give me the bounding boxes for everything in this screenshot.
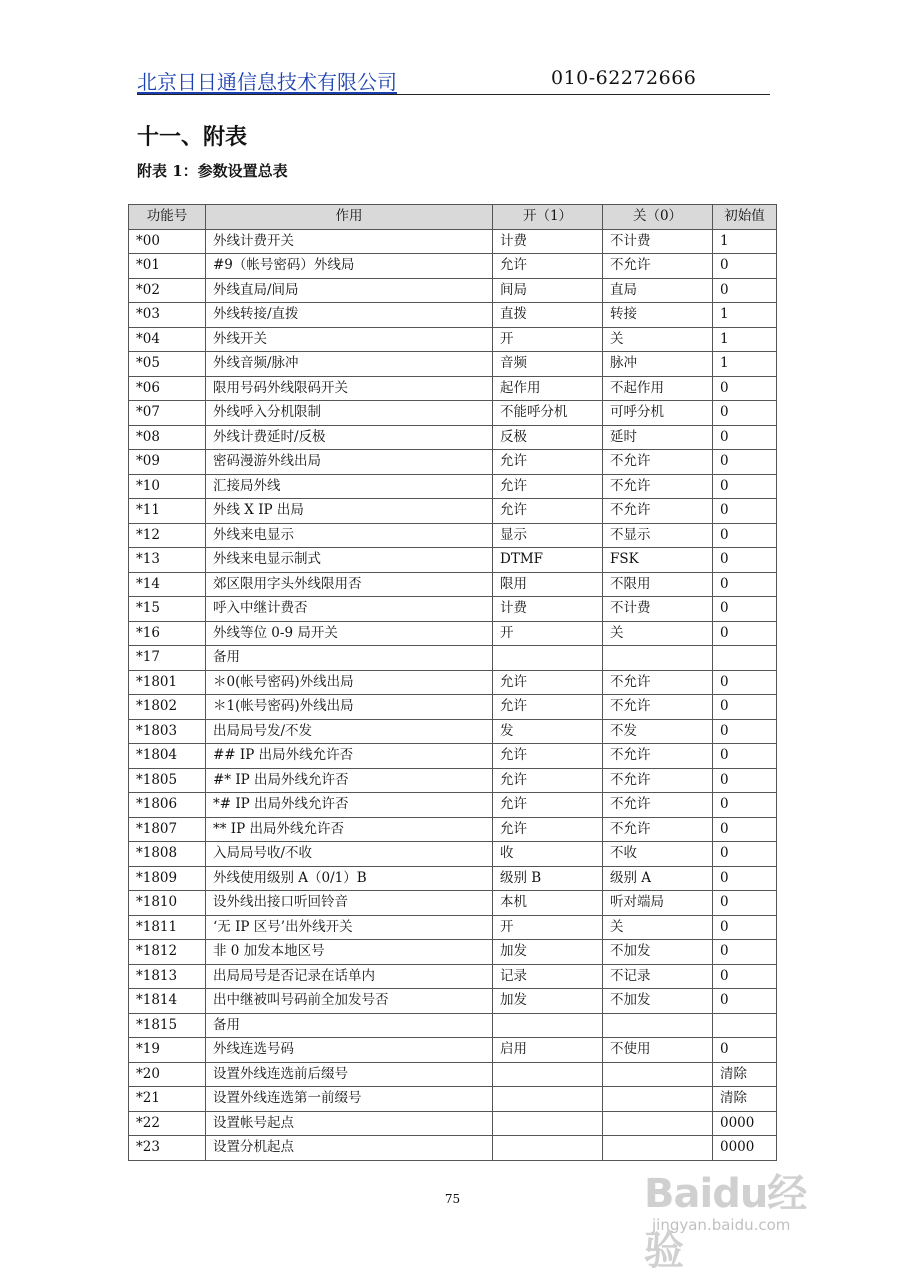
cell-function: 出局局号发/不发 <box>206 719 493 744</box>
cell-on: 反极 <box>493 425 603 450</box>
table-row <box>129 842 777 867</box>
cell-off: 不加发 <box>603 940 713 965</box>
cell-off <box>603 1062 713 1087</box>
cell-on: 加发 <box>493 940 603 965</box>
cell-initial: 0 <box>713 695 777 720</box>
cell-initial: 1 <box>713 327 777 352</box>
cell-function: 汇接局外线 <box>206 474 493 499</box>
column-header-off: 关（0） <box>603 205 713 230</box>
cell-code: *1804 <box>129 744 206 769</box>
column-header-on: 开（1） <box>493 205 603 230</box>
table-row <box>129 915 777 940</box>
table-row <box>129 940 777 965</box>
cell-initial: 0000 <box>713 1111 777 1136</box>
cell-initial: 0 <box>713 548 777 573</box>
cell-off <box>603 1136 713 1161</box>
cell-code: *07 <box>129 401 206 426</box>
cell-on: 收 <box>493 842 603 867</box>
cell-code: *04 <box>129 327 206 352</box>
cell-code: *17 <box>129 646 206 671</box>
cell-function: 外线转接/直拨 <box>206 303 493 328</box>
cell-off: 不限用 <box>603 572 713 597</box>
cell-initial <box>713 1013 777 1038</box>
cell-code: *1808 <box>129 842 206 867</box>
cell-on: 本机 <box>493 891 603 916</box>
table-row <box>129 1111 777 1136</box>
cell-code: *06 <box>129 376 206 401</box>
cell-function: 外线呼入分机限制 <box>206 401 493 426</box>
table-row <box>129 572 777 597</box>
cell-off: 不允许 <box>603 670 713 695</box>
cell-on: 允许 <box>493 499 603 524</box>
cell-code: *1807 <box>129 817 206 842</box>
cell-on <box>493 1111 603 1136</box>
cell-off: 不允许 <box>603 499 713 524</box>
cell-on: DTMF <box>493 548 603 573</box>
table-row <box>129 1013 777 1038</box>
cell-on: 开 <box>493 915 603 940</box>
cell-on: 直拨 <box>493 303 603 328</box>
table-body <box>129 229 777 1160</box>
table-title: 附表 1：参数设置总表 <box>137 162 288 180</box>
table-row <box>129 376 777 401</box>
table-row <box>129 989 777 1014</box>
cell-code: *15 <box>129 597 206 622</box>
cell-code: *1813 <box>129 964 206 989</box>
cell-off: 关 <box>603 621 713 646</box>
table-row <box>129 744 777 769</box>
cell-function: 设置外线连选前后缀号 <box>206 1062 493 1087</box>
company-phone: 010-62272666 <box>551 67 697 89</box>
cell-off: 不允许 <box>603 817 713 842</box>
cell-initial: 0 <box>713 915 777 940</box>
cell-on: 允许 <box>493 474 603 499</box>
cell-initial: 0 <box>713 744 777 769</box>
cell-off: 级别 A <box>603 866 713 891</box>
cell-function: 备用 <box>206 646 493 671</box>
column-header-initial: 初始值 <box>713 205 777 230</box>
table-row <box>129 425 777 450</box>
cell-initial: 0 <box>713 866 777 891</box>
cell-code: *20 <box>129 1062 206 1087</box>
baidu-watermark <box>644 1162 844 1274</box>
cell-function: ** IP 出局外线允许否 <box>206 817 493 842</box>
cell-code: *12 <box>129 523 206 548</box>
cell-initial: 0 <box>713 254 777 279</box>
cell-on: 启用 <box>493 1038 603 1063</box>
cell-off <box>603 1013 713 1038</box>
company-name: 北京日日通信息技术有限公司 <box>137 70 397 94</box>
cell-initial: 0 <box>713 425 777 450</box>
column-header-code: 功能号 <box>129 205 206 230</box>
cell-off: 不允许 <box>603 450 713 475</box>
cell-function: ＊0(帐号密码)外线出局 <box>206 670 493 695</box>
cell-on: 限用 <box>493 572 603 597</box>
watermark-url: jingyan.baidu.com <box>652 1216 791 1234</box>
cell-initial: 0 <box>713 474 777 499</box>
cell-function: 入局局号收/不收 <box>206 842 493 867</box>
cell-off: 不允许 <box>603 768 713 793</box>
table-row <box>129 719 777 744</box>
table-row <box>129 450 777 475</box>
cell-initial: 0 <box>713 768 777 793</box>
cell-on: 开 <box>493 621 603 646</box>
cell-on <box>493 1013 603 1038</box>
table-row <box>129 1062 777 1087</box>
table-row <box>129 254 777 279</box>
table-row <box>129 695 777 720</box>
cell-on: 允许 <box>493 254 603 279</box>
cell-function: 密码漫游外线出局 <box>206 450 493 475</box>
table-row <box>129 670 777 695</box>
cell-function: 限用号码外线限码开关 <box>206 376 493 401</box>
cell-code: *05 <box>129 352 206 377</box>
cell-off: 不允许 <box>603 695 713 720</box>
table-row <box>129 401 777 426</box>
cell-function: 外线计费开关 <box>206 229 493 254</box>
cell-code: *11 <box>129 499 206 524</box>
cell-off: 不起作用 <box>603 376 713 401</box>
cell-function: 外线开关 <box>206 327 493 352</box>
cell-initial: 1 <box>713 229 777 254</box>
cell-function: 外线连选号码 <box>206 1038 493 1063</box>
table-row <box>129 597 777 622</box>
cell-off: 延时 <box>603 425 713 450</box>
cell-on: 起作用 <box>493 376 603 401</box>
cell-off: 不显示 <box>603 523 713 548</box>
cell-on: 发 <box>493 719 603 744</box>
cell-code: *21 <box>129 1087 206 1112</box>
cell-initial: 0 <box>713 621 777 646</box>
page-number: 75 <box>444 1192 461 1206</box>
cell-on <box>493 1087 603 1112</box>
cell-code: *02 <box>129 278 206 303</box>
cell-function: ## IP 出局外线允许否 <box>206 744 493 769</box>
cell-function: 非 0 加发本地区号 <box>206 940 493 965</box>
cell-code: *01 <box>129 254 206 279</box>
cell-code: *16 <box>129 621 206 646</box>
table-row <box>129 891 777 916</box>
table-row <box>129 1136 777 1161</box>
cell-initial: 1 <box>713 303 777 328</box>
cell-initial: 1 <box>713 352 777 377</box>
column-header-function: 作用 <box>206 205 493 230</box>
cell-initial: 0 <box>713 793 777 818</box>
cell-code: *09 <box>129 450 206 475</box>
table-row <box>129 303 777 328</box>
cell-on: 允许 <box>493 670 603 695</box>
watermark-logo: Baidu经验 <box>644 1171 807 1274</box>
cell-off: 不计费 <box>603 229 713 254</box>
cell-off: FSK <box>603 548 713 573</box>
table-row <box>129 964 777 989</box>
cell-initial: 0 <box>713 401 777 426</box>
cell-off: 可呼分机 <box>603 401 713 426</box>
cell-initial: 0 <box>713 572 777 597</box>
cell-off <box>603 646 713 671</box>
cell-off: 不使用 <box>603 1038 713 1063</box>
cell-on: 允许 <box>493 695 603 720</box>
cell-on: 开 <box>493 327 603 352</box>
cell-off: 不加发 <box>603 989 713 1014</box>
cell-initial: 0 <box>713 450 777 475</box>
cell-off: 不记录 <box>603 964 713 989</box>
cell-code: *03 <box>129 303 206 328</box>
cell-off: 不计费 <box>603 597 713 622</box>
cell-initial: 0 <box>713 719 777 744</box>
cell-off: 转接 <box>603 303 713 328</box>
cell-code: *1801 <box>129 670 206 695</box>
cell-function: 外线音频/脉冲 <box>206 352 493 377</box>
cell-function: #9（帐号密码）外线局 <box>206 254 493 279</box>
cell-function: 设外线出接口听回铃音 <box>206 891 493 916</box>
cell-off: 不允许 <box>603 474 713 499</box>
cell-code: *08 <box>129 425 206 450</box>
cell-on: 允许 <box>493 817 603 842</box>
cell-code: *1810 <box>129 891 206 916</box>
cell-off: 听对端局 <box>603 891 713 916</box>
cell-code: *1811 <box>129 915 206 940</box>
table-row <box>129 621 777 646</box>
cell-code: *1815 <box>129 1013 206 1038</box>
cell-function: 郊区限用字头外线限用否 <box>206 572 493 597</box>
table-row <box>129 523 777 548</box>
cell-initial: 0 <box>713 499 777 524</box>
cell-initial: 0 <box>713 940 777 965</box>
cell-function: #* IP 出局外线允许否 <box>206 768 493 793</box>
cell-function: 外线 X IP 出局 <box>206 499 493 524</box>
cell-initial: 0 <box>713 376 777 401</box>
cell-code: *1809 <box>129 866 206 891</box>
cell-code: *22 <box>129 1111 206 1136</box>
cell-initial: 0 <box>713 1038 777 1063</box>
cell-off: 不允许 <box>603 254 713 279</box>
table-row <box>129 352 777 377</box>
cell-initial: 0 <box>713 842 777 867</box>
table-row <box>129 278 777 303</box>
cell-on: 允许 <box>493 744 603 769</box>
table-row <box>129 768 777 793</box>
cell-initial: 0000 <box>713 1136 777 1161</box>
table-row <box>129 548 777 573</box>
cell-code: *1802 <box>129 695 206 720</box>
cell-function: *# IP 出局外线允许否 <box>206 793 493 818</box>
cell-off: 不允许 <box>603 793 713 818</box>
cell-function: 外线使用级别 A（0/1）B <box>206 866 493 891</box>
cell-on <box>493 1136 603 1161</box>
cell-code: *10 <box>129 474 206 499</box>
cell-initial: 0 <box>713 989 777 1014</box>
cell-code: *14 <box>129 572 206 597</box>
cell-off: 不允许 <box>603 744 713 769</box>
table-row <box>129 866 777 891</box>
cell-off: 直局 <box>603 278 713 303</box>
cell-on: 允许 <box>493 768 603 793</box>
cell-code: *1806 <box>129 793 206 818</box>
table-row <box>129 817 777 842</box>
cell-on: 计费 <box>493 597 603 622</box>
page-header <box>137 64 770 95</box>
cell-function: ‘无 IP 区号’出外线开关 <box>206 915 493 940</box>
cell-on: 允许 <box>493 793 603 818</box>
cell-initial: 0 <box>713 278 777 303</box>
cell-off: 关 <box>603 915 713 940</box>
cell-function: 设置外线连选第一前缀号 <box>206 1087 493 1112</box>
cell-code: *13 <box>129 548 206 573</box>
table-row <box>129 1087 777 1112</box>
table-row <box>129 474 777 499</box>
cell-code: *00 <box>129 229 206 254</box>
cell-initial: 0 <box>713 891 777 916</box>
cell-on: 不能呼分机 <box>493 401 603 426</box>
cell-on: 加发 <box>493 989 603 1014</box>
cell-code: *1812 <box>129 940 206 965</box>
cell-off: 关 <box>603 327 713 352</box>
cell-function: 设置分机起点 <box>206 1136 493 1161</box>
cell-initial: 0 <box>713 670 777 695</box>
cell-on: 计费 <box>493 229 603 254</box>
cell-function: 外线来电显示制式 <box>206 548 493 573</box>
cell-initial: 清除 <box>713 1087 777 1112</box>
cell-function: 备用 <box>206 1013 493 1038</box>
table-row <box>129 327 777 352</box>
cell-on <box>493 646 603 671</box>
cell-function: ＊1(帐号密码)外线出局 <box>206 695 493 720</box>
table-row <box>129 1038 777 1063</box>
cell-function: 出局局号是否记录在话单内 <box>206 964 493 989</box>
cell-function: 外线直局/间局 <box>206 278 493 303</box>
cell-code: *1803 <box>129 719 206 744</box>
cell-off: 不发 <box>603 719 713 744</box>
cell-function: 外线计费延时/反极 <box>206 425 493 450</box>
table-row <box>129 229 777 254</box>
cell-initial <box>713 646 777 671</box>
parameter-table <box>128 204 777 1161</box>
cell-initial: 0 <box>713 597 777 622</box>
cell-initial: 0 <box>713 817 777 842</box>
cell-off: 脉冲 <box>603 352 713 377</box>
cell-off <box>603 1111 713 1136</box>
cell-function: 设置帐号起点 <box>206 1111 493 1136</box>
cell-off <box>603 1087 713 1112</box>
cell-off: 不收 <box>603 842 713 867</box>
cell-function: 呼入中继计费否 <box>206 597 493 622</box>
table-row <box>129 646 777 671</box>
table-header-row <box>129 205 777 230</box>
cell-on: 间局 <box>493 278 603 303</box>
cell-on: 显示 <box>493 523 603 548</box>
cell-code: *1814 <box>129 989 206 1014</box>
cell-code: *19 <box>129 1038 206 1063</box>
cell-function: 外线等位 0-9 局开关 <box>206 621 493 646</box>
table-row <box>129 793 777 818</box>
cell-initial: 清除 <box>713 1062 777 1087</box>
cell-on: 级别 B <box>493 866 603 891</box>
cell-initial: 0 <box>713 964 777 989</box>
cell-on: 记录 <box>493 964 603 989</box>
cell-code: *23 <box>129 1136 206 1161</box>
table-row <box>129 499 777 524</box>
cell-on: 音频 <box>493 352 603 377</box>
cell-function: 外线来电显示 <box>206 523 493 548</box>
cell-initial: 0 <box>713 523 777 548</box>
cell-on <box>493 1062 603 1087</box>
cell-function: 出中继被叫号码前全加发号否 <box>206 989 493 1014</box>
cell-on: 允许 <box>493 450 603 475</box>
cell-code: *1805 <box>129 768 206 793</box>
section-title: 十一、附表 <box>137 124 248 150</box>
